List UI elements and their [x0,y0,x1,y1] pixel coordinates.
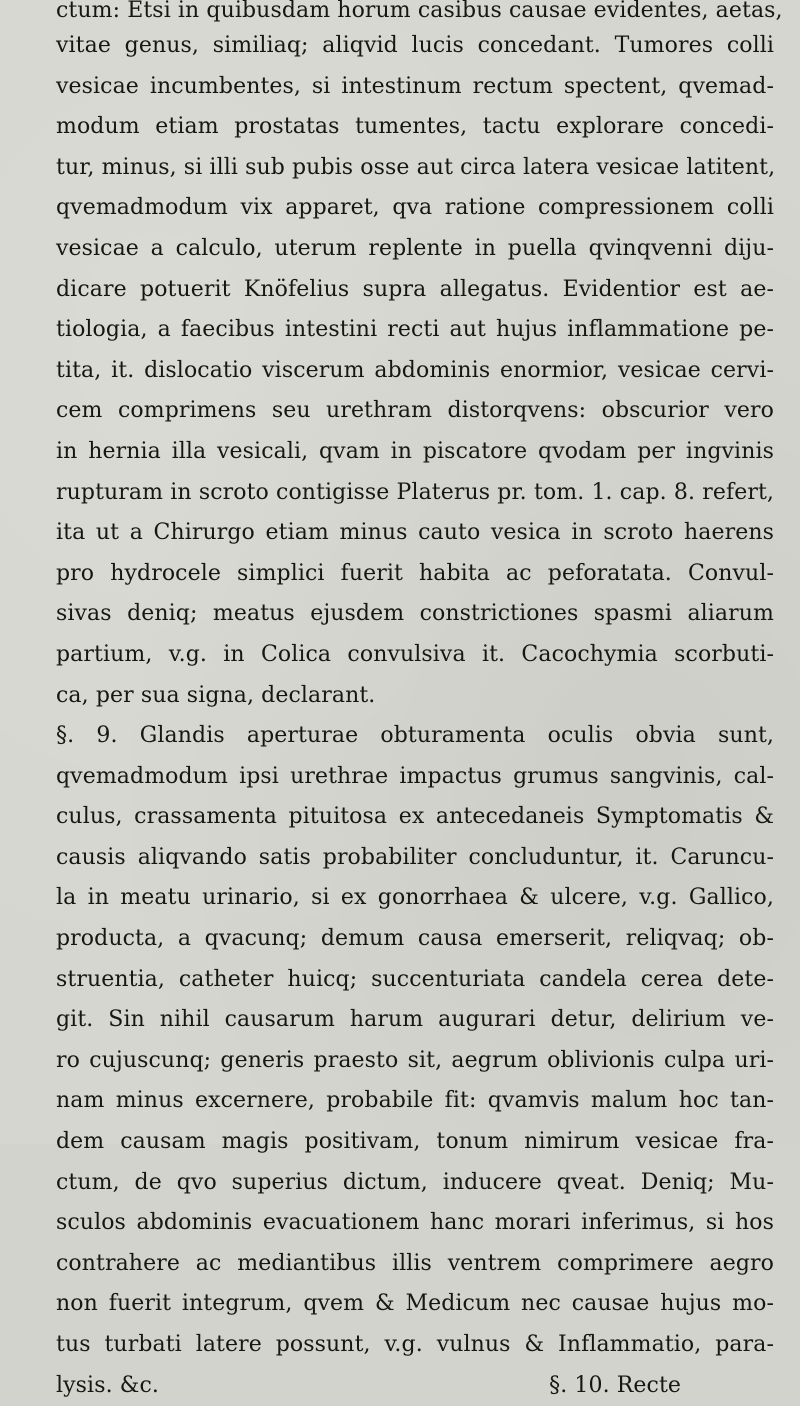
text-line: sivas deniq; meatus ejusdem constrictiones spasmi aliarum [56,601,774,627]
text-line: tus turbati latere possunt, v.g. vulnus & Inflammatio, para- [56,1332,774,1357]
text-line: dem causam magis positivam, tonum nimirum vesicae fra- [56,1129,774,1155]
text-line: cem comprimens seu urethram distorqvens: obscurior vero [56,398,774,424]
text-line: git. Sin nihil causarum harum augurari detur, delirium ve- [56,1007,774,1033]
text-line: contrahere ac mediantibus illis ventrem comprimere aegro [56,1250,774,1276]
text-line: modum etiam prostatas tumentes, tactu explorare concedi- [56,114,774,140]
page-text [56,0,783,1406]
text-line: producta, a qvacunq; demum causa emerserit, reliqvaq; ob- [56,926,774,952]
text-line: culus, crassamenta pituitosa ex antecedaneis Symptomatis & [56,804,774,830]
text-line: vesicae a calculo, uterum replente in puella qvinqvenni diju- [56,235,774,261]
text-line: ctum: Etsi in quibusdam horum casibus causae evidentes, aetas, [56,0,783,23]
text-line: tita, it. dislocatio viscerum abdominis enormior, vesicae cervi- [56,357,774,383]
text-line: in hernia illa vesicali, qvam in piscatore qvodam per ingvinis [56,438,774,464]
text-line: la in meatu urinario, si ex gonorrhaea & ulcere, v.g. Gallico, [56,885,774,911]
text-line: lysis. &c. §. 10. Recte [56,1372,682,1398]
text-line: non fuerit integrum, qvem & Medicum nec causae hujus mo- [56,1291,774,1317]
text-line: vitae genus, similiaq; aliqvid lucis concedant. Tumores colli [56,33,774,58]
text-line: ca, per sua signa, declarant. [56,682,376,708]
text-line: ctum, de qvo superius dictum, inducere qveat. Deniq; Mu- [56,1169,774,1195]
text-line: qvemadmodum vix apparet, qva ratione compressionem colli [56,195,774,221]
text-line: vesicae incumbentes, si intestinum rectum spectent, qvemad- [56,73,774,99]
text-line: causis aliqvando satis probabiliter concluduntur, it. Caruncu- [56,844,774,870]
text-line: sculos abdominis evacuationem hanc morari inferimus, si hos [56,1210,774,1236]
text-line: partium, v.g. in Colica convulsiva it. Cacochymia scorbuti- [56,641,774,667]
text-line: nam minus excernere, probabile fit: qvamvis malum hoc tan- [56,1088,774,1114]
text-line: tur, minus, si illi sub pubis osse aut circa latera vesicae latitent, [56,154,776,180]
text-line: qvemadmodum ipsi urethrae impactus grumus sangvinis, cal- [56,763,774,789]
text-line: tiologia, a faecibus intestini recti aut hujus inflammatione pe- [56,317,774,343]
text-line: §. 9. Glandis aperturae obturamenta oculis obvia sunt, [56,723,774,749]
text-line: rupturam in scroto contigisse Platerus pr. tom. 1. cap. 8. refert, [56,479,774,505]
text-line: dicare potuerit Knöfelius supra allegatus. Evidentior est ae- [56,276,774,302]
text-line: struentia, catheter huicq; succenturiata candela cerea dete- [56,966,774,992]
text-line: ita ut a Chirurgo etiam minus cauto vesica in scroto haerens [56,520,774,546]
text-line: ro cujuscunq; generis praesto sit, aegrum oblivionis culpa uri- [56,1047,774,1073]
text-line: pro hydrocele simplici fuerit habita ac peforatata. Convul- [56,560,774,586]
